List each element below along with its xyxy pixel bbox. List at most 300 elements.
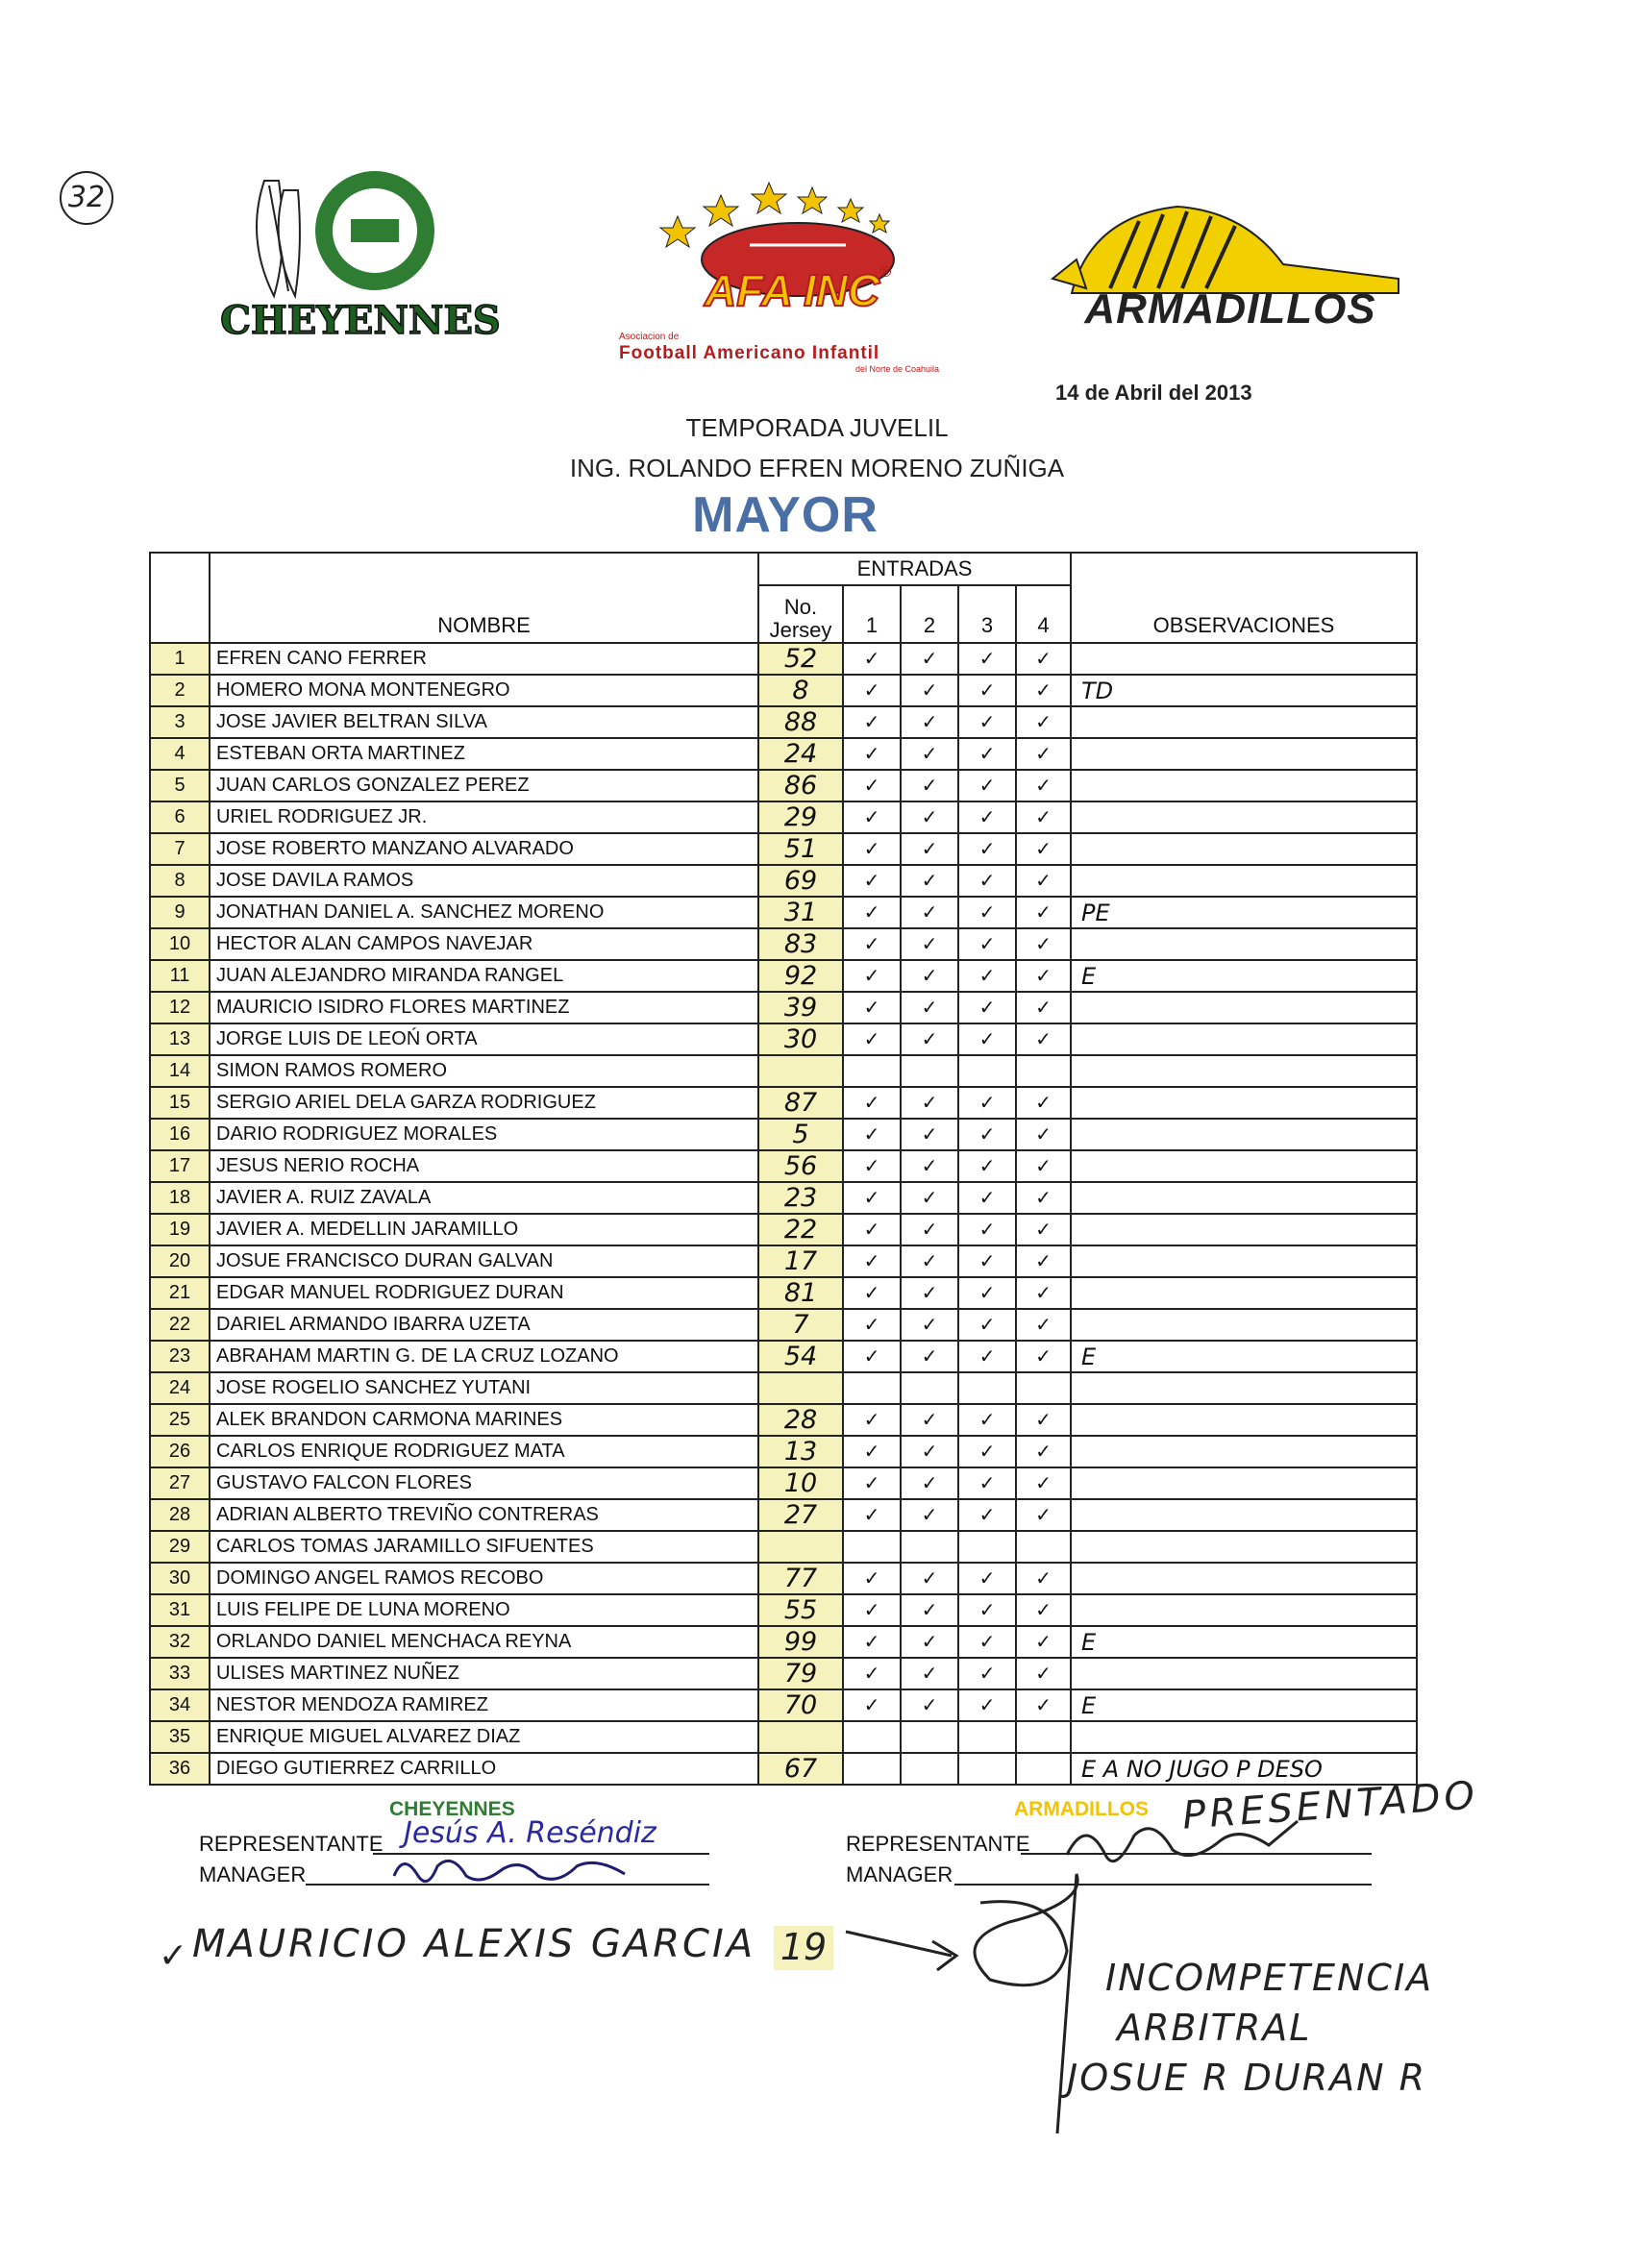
jersey-number: 88 <box>758 706 843 738</box>
table-row <box>150 1436 1417 1467</box>
quarter-3-check: ✓ <box>958 833 1016 865</box>
row-number: 7 <box>150 833 210 865</box>
quarter-2-check <box>901 1753 958 1785</box>
row-number: 23 <box>150 1341 210 1372</box>
table-row <box>150 1372 1417 1404</box>
left-representante-label: REPRESENTANTE <box>199 1832 384 1856</box>
jersey-number: 23 <box>758 1182 843 1214</box>
quarter-1-check: ✓ <box>843 1689 901 1721</box>
header-entradas: ENTRADAS <box>758 553 1071 585</box>
jersey-number: 30 <box>758 1023 843 1055</box>
quarter-4-check: ✓ <box>1016 801 1071 833</box>
quarter-1-check: ✓ <box>843 833 901 865</box>
footer-team-left: CHEYENNES <box>389 1798 515 1820</box>
quarter-2-check <box>901 1531 958 1563</box>
table-row <box>150 1689 1417 1721</box>
row-number: 32 <box>150 1626 210 1658</box>
quarter-1-check: ✓ <box>843 738 901 770</box>
player-name: ABRAHAM MARTIN G. DE LA CRUZ LOZANO <box>210 1341 758 1372</box>
quarter-3-check: ✓ <box>958 1309 1016 1341</box>
player-name: JAVIER A. MEDELLIN JARAMILLO <box>210 1214 758 1245</box>
quarter-1-check: ✓ <box>843 1404 901 1436</box>
quarter-4-check: ✓ <box>1016 1499 1071 1531</box>
match-date: 14 de Abril del 2013 <box>1055 381 1252 405</box>
quarter-2-check: ✓ <box>901 1245 958 1277</box>
quarter-4-check: ✓ <box>1016 1119 1071 1150</box>
quarter-4-check: ✓ <box>1016 1087 1071 1119</box>
quarter-3-check <box>958 1055 1016 1087</box>
header-jersey-line2: Jersey <box>769 618 832 642</box>
quarter-3-check: ✓ <box>958 1245 1016 1277</box>
player-name: JONATHAN DANIEL A. SANCHEZ MORENO <box>210 897 758 928</box>
header-jersey <box>758 585 843 643</box>
season-title: TEMPORADA JUVELIL <box>685 413 949 442</box>
quarter-4-check: ✓ <box>1016 1023 1071 1055</box>
row-number: 6 <box>150 801 210 833</box>
quarter-3-check <box>958 1372 1016 1404</box>
observation <box>1071 865 1417 897</box>
observation <box>1071 770 1417 801</box>
jersey-number: 52 <box>758 643 843 675</box>
left-manager-label: MANAGER <box>199 1862 307 1886</box>
observation: E <box>1071 1689 1417 1721</box>
quarter-2-check: ✓ <box>901 1626 958 1658</box>
jersey-number: 69 <box>758 865 843 897</box>
quarter-4-check: ✓ <box>1016 770 1071 801</box>
right-manager-label: MANAGER <box>846 1862 953 1886</box>
quarter-1-check: ✓ <box>843 865 901 897</box>
row-number: 28 <box>150 1499 210 1531</box>
quarter-4-check: ✓ <box>1016 1626 1071 1658</box>
table-row <box>150 1499 1417 1531</box>
quarter-1-check: ✓ <box>843 770 901 801</box>
jersey-number: 55 <box>758 1594 843 1626</box>
row-number: 11 <box>150 960 210 992</box>
player-name: DARIEL ARMANDO IBARRA UZETA <box>210 1309 758 1341</box>
quarter-2-check: ✓ <box>901 1150 958 1182</box>
quarter-2-check: ✓ <box>901 1023 958 1055</box>
quarter-3-check: ✓ <box>958 643 1016 675</box>
quarter-1-check: ✓ <box>843 960 901 992</box>
table-row <box>150 1023 1417 1055</box>
observation <box>1071 1119 1417 1150</box>
observation <box>1071 1467 1417 1499</box>
table-row <box>150 1341 1417 1372</box>
afa-logo-line1: Asociacion de <box>619 332 680 342</box>
observation <box>1071 1563 1417 1594</box>
row-number: 31 <box>150 1594 210 1626</box>
jersey-number: 67 <box>758 1753 843 1785</box>
player-name: SIMON RAMOS ROMERO <box>210 1055 758 1087</box>
row-number: 24 <box>150 1372 210 1404</box>
quarter-3-check: ✓ <box>958 992 1016 1023</box>
jersey-number: 81 <box>758 1277 843 1309</box>
quarter-2-check: ✓ <box>901 1309 958 1341</box>
roster-body <box>150 643 1417 1785</box>
header-quarter-2: 2 <box>901 585 958 643</box>
quarter-4-check <box>1016 1055 1071 1087</box>
player-name: DARIO RODRIGUEZ MORALES <box>210 1119 758 1150</box>
player-name: CARLOS ENRIQUE RODRIGUEZ MATA <box>210 1436 758 1467</box>
quarter-1-check: ✓ <box>843 1436 901 1467</box>
table-row <box>150 1404 1417 1436</box>
table-row <box>150 706 1417 738</box>
quarter-1-check: ✓ <box>843 801 901 833</box>
row-number: 19 <box>150 1214 210 1245</box>
header-observaciones: OBSERVACIONES <box>1071 553 1417 643</box>
jersey-number: 27 <box>758 1499 843 1531</box>
quarter-1-check: ✓ <box>843 643 901 675</box>
jersey-number: 54 <box>758 1341 843 1372</box>
quarter-4-check: ✓ <box>1016 1658 1071 1689</box>
row-number: 2 <box>150 675 210 706</box>
row-number: 34 <box>150 1689 210 1721</box>
observation <box>1071 833 1417 865</box>
jersey-number: 13 <box>758 1436 843 1467</box>
quarter-4-check: ✓ <box>1016 675 1071 706</box>
player-name: JAVIER A. RUIZ ZAVALA <box>210 1182 758 1214</box>
observation <box>1071 1436 1417 1467</box>
player-name: DIEGO GUTIERREZ CARRILLO <box>210 1753 758 1785</box>
quarter-1-check <box>843 1055 901 1087</box>
quarter-4-check <box>1016 1753 1071 1785</box>
header-quarter-1: 1 <box>843 585 901 643</box>
jersey-number: 83 <box>758 928 843 960</box>
observation <box>1071 992 1417 1023</box>
table-row <box>150 1753 1417 1785</box>
observation <box>1071 1182 1417 1214</box>
quarter-3-check: ✓ <box>958 801 1016 833</box>
afa-logo <box>615 178 980 380</box>
quarter-2-check: ✓ <box>901 833 958 865</box>
jersey-number: 17 <box>758 1245 843 1277</box>
quarter-3-check <box>958 1531 1016 1563</box>
observation <box>1071 801 1417 833</box>
afa-logo-line2: Football Americano Infantil <box>619 343 880 363</box>
roster-table <box>149 552 1418 1786</box>
table-row <box>150 738 1417 770</box>
quarter-2-check: ✓ <box>901 1658 958 1689</box>
row-number: 5 <box>150 770 210 801</box>
quarter-4-check: ✓ <box>1016 1277 1071 1309</box>
quarter-1-check: ✓ <box>843 1214 901 1245</box>
quarter-3-check <box>958 1721 1016 1753</box>
quarter-4-check: ✓ <box>1016 1689 1071 1721</box>
header-jersey-line1: No. <box>783 595 818 619</box>
quarter-1-check: ✓ <box>843 1658 901 1689</box>
table-row <box>150 770 1417 801</box>
afa-logo-line3: del Norte de Coahuila <box>855 364 940 374</box>
player-name: ORLANDO DANIEL MENCHACA REYNA <box>210 1626 758 1658</box>
table-row <box>150 1245 1417 1277</box>
quarter-3-check: ✓ <box>958 706 1016 738</box>
jersey-number: 86 <box>758 770 843 801</box>
footer-team-right: ARMADILLOS <box>1014 1798 1149 1820</box>
player-name: ALEK BRANDON CARMONA MARINES <box>210 1404 758 1436</box>
quarter-3-check: ✓ <box>958 738 1016 770</box>
row-number: 1 <box>150 643 210 675</box>
quarter-2-check: ✓ <box>901 865 958 897</box>
quarter-4-check: ✓ <box>1016 1150 1071 1182</box>
observation <box>1071 738 1417 770</box>
player-name: ADRIAN ALBERTO TREVIÑO CONTRERAS <box>210 1499 758 1531</box>
quarter-4-check: ✓ <box>1016 1309 1071 1341</box>
quarter-1-check <box>843 1531 901 1563</box>
observation <box>1071 1309 1417 1341</box>
quarter-2-check: ✓ <box>901 801 958 833</box>
player-name: EFREN CANO FERRER <box>210 643 758 675</box>
observation: E <box>1071 1626 1417 1658</box>
quarter-2-check: ✓ <box>901 1436 958 1467</box>
row-number: 9 <box>150 897 210 928</box>
observation: E A NO JUGO P DESO <box>1071 1753 1417 1785</box>
quarter-1-check: ✓ <box>843 1626 901 1658</box>
row-number: 10 <box>150 928 210 960</box>
presentado-handwriting: PRESENTADO <box>1180 1773 1480 1838</box>
added-player-name: MAURICIO ALEXIS GARCIA <box>192 1922 756 1966</box>
row-number: 17 <box>150 1150 210 1182</box>
player-name: MAURICIO ISIDRO FLORES MARTINEZ <box>210 992 758 1023</box>
quarter-4-check: ✓ <box>1016 897 1071 928</box>
quarter-2-check: ✓ <box>901 960 958 992</box>
table-row <box>150 992 1417 1023</box>
afa-logo-registered: ® <box>879 264 892 281</box>
observation <box>1071 1277 1417 1309</box>
observation <box>1071 1150 1417 1182</box>
quarter-3-check: ✓ <box>958 1023 1016 1055</box>
table-row <box>150 833 1417 865</box>
jersey-number <box>758 1531 843 1563</box>
quarter-4-check: ✓ <box>1016 1341 1071 1372</box>
quarter-3-check: ✓ <box>958 770 1016 801</box>
quarter-2-check: ✓ <box>901 1214 958 1245</box>
observation <box>1071 1658 1417 1689</box>
quarter-2-check: ✓ <box>901 992 958 1023</box>
player-name: JOSE JAVIER BELTRAN SILVA <box>210 706 758 738</box>
player-name: HOMERO MONA MONTENEGRO <box>210 675 758 706</box>
header-number <box>150 553 210 643</box>
table-row <box>150 1309 1417 1341</box>
quarter-2-check <box>901 1372 958 1404</box>
player-name: JOSE ROBERTO MANZANO ALVARADO <box>210 833 758 865</box>
player-name: JUAN ALEJANDRO MIRANDA RANGEL <box>210 960 758 992</box>
table-row <box>150 1467 1417 1499</box>
row-number: 12 <box>150 992 210 1023</box>
note-line-1: INCOMPETENCIA <box>1105 1957 1434 1999</box>
quarter-3-check: ✓ <box>958 1626 1016 1658</box>
table-row <box>150 1150 1417 1182</box>
row-number: 36 <box>150 1753 210 1785</box>
table-row <box>150 1721 1417 1753</box>
quarter-1-check: ✓ <box>843 928 901 960</box>
player-name: JORGE LUIS DE LEOŃ ORTA <box>210 1023 758 1055</box>
quarter-4-check: ✓ <box>1016 1594 1071 1626</box>
quarter-4-check: ✓ <box>1016 833 1071 865</box>
jersey-number <box>758 1721 843 1753</box>
table-row <box>150 897 1417 928</box>
table-row <box>150 1531 1417 1563</box>
jersey-number: 39 <box>758 992 843 1023</box>
quarter-3-check: ✓ <box>958 1594 1016 1626</box>
jersey-number: 79 <box>758 1658 843 1689</box>
quarter-1-check: ✓ <box>843 1594 901 1626</box>
quarter-2-check: ✓ <box>901 1404 958 1436</box>
quarter-3-check: ✓ <box>958 928 1016 960</box>
row-number: 26 <box>150 1436 210 1467</box>
table-row <box>150 960 1417 992</box>
quarter-1-check: ✓ <box>843 1563 901 1594</box>
table-row <box>150 928 1417 960</box>
row-number: 29 <box>150 1531 210 1563</box>
quarter-1-check: ✓ <box>843 1245 901 1277</box>
player-name: JOSE ROGELIO SANCHEZ YUTANI <box>210 1372 758 1404</box>
cheyennes-logo <box>207 152 514 354</box>
quarter-4-check: ✓ <box>1016 643 1071 675</box>
quarter-4-check: ✓ <box>1016 1214 1071 1245</box>
armadillos-logo <box>1033 197 1418 341</box>
jersey-number: 92 <box>758 960 843 992</box>
player-name: LUIS FELIPE DE LUNA MORENO <box>210 1594 758 1626</box>
player-name: SERGIO ARIEL DELA GARZA RODRIGUEZ <box>210 1087 758 1119</box>
jersey-number: 10 <box>758 1467 843 1499</box>
player-name: GUSTAVO FALCON FLORES <box>210 1467 758 1499</box>
observation <box>1071 706 1417 738</box>
table-row <box>150 1214 1417 1245</box>
jersey-number: 28 <box>758 1404 843 1436</box>
quarter-4-check: ✓ <box>1016 960 1071 992</box>
quarter-4-check: ✓ <box>1016 865 1071 897</box>
quarter-3-check: ✓ <box>958 1563 1016 1594</box>
player-name: EDGAR MANUEL RODRIGUEZ DURAN <box>210 1277 758 1309</box>
jersey-number: 5 <box>758 1119 843 1150</box>
quarter-1-check <box>843 1721 901 1753</box>
table-row <box>150 1119 1417 1150</box>
player-name: URIEL RODRIGUEZ JR. <box>210 801 758 833</box>
quarter-1-check: ✓ <box>843 1023 901 1055</box>
observation <box>1071 1214 1417 1245</box>
observation <box>1071 1023 1417 1055</box>
observation: E <box>1071 960 1417 992</box>
header-quarter-3: 3 <box>958 585 1016 643</box>
quarter-2-check: ✓ <box>901 1277 958 1309</box>
row-number: 3 <box>150 706 210 738</box>
player-name: JOSUE FRANCISCO DURAN GALVAN <box>210 1245 758 1277</box>
row-number: 16 <box>150 1119 210 1150</box>
observation <box>1071 1594 1417 1626</box>
row-number: 18 <box>150 1182 210 1214</box>
quarter-3-check: ✓ <box>958 1499 1016 1531</box>
right-representante-label: REPRESENTANTE <box>846 1832 1030 1856</box>
observation <box>1071 1055 1417 1087</box>
player-name: DOMINGO ANGEL RAMOS RECOBO <box>210 1563 758 1594</box>
afa-logo-main <box>634 264 961 316</box>
jersey-number: 8 <box>758 675 843 706</box>
quarter-3-check: ✓ <box>958 1341 1016 1372</box>
quarter-3-check: ✓ <box>958 1436 1016 1467</box>
quarter-2-check: ✓ <box>901 1499 958 1531</box>
quarter-2-check: ✓ <box>901 706 958 738</box>
row-number: 21 <box>150 1277 210 1309</box>
table-row <box>150 801 1417 833</box>
player-name: ESTEBAN ORTA MARTINEZ <box>210 738 758 770</box>
added-player-check-icon: ✓ <box>159 1935 188 1975</box>
jersey-number: 87 <box>758 1087 843 1119</box>
quarter-2-check: ✓ <box>901 738 958 770</box>
row-number: 33 <box>150 1658 210 1689</box>
quarter-2-check: ✓ <box>901 1594 958 1626</box>
quarter-4-check: ✓ <box>1016 1436 1071 1467</box>
quarter-2-check <box>901 1055 958 1087</box>
quarter-1-check: ✓ <box>843 1499 901 1531</box>
quarter-2-check: ✓ <box>901 1689 958 1721</box>
quarter-2-check: ✓ <box>901 897 958 928</box>
jersey-number: 70 <box>758 1689 843 1721</box>
quarter-3-check: ✓ <box>958 865 1016 897</box>
quarter-3-check: ✓ <box>958 1467 1016 1499</box>
quarter-3-check: ✓ <box>958 897 1016 928</box>
quarter-4-check <box>1016 1372 1071 1404</box>
quarter-4-check: ✓ <box>1016 706 1071 738</box>
row-number: 35 <box>150 1721 210 1753</box>
quarter-2-check: ✓ <box>901 1119 958 1150</box>
table-row <box>150 1563 1417 1594</box>
quarter-2-check: ✓ <box>901 643 958 675</box>
quarter-4-check: ✓ <box>1016 928 1071 960</box>
quarter-2-check <box>901 1721 958 1753</box>
observation: PE <box>1071 897 1417 928</box>
jersey-number: 22 <box>758 1214 843 1245</box>
row-number: 27 <box>150 1467 210 1499</box>
page-number-mark: 32 <box>60 171 113 225</box>
quarter-1-check: ✓ <box>843 897 901 928</box>
observation <box>1071 1721 1417 1753</box>
quarter-3-check: ✓ <box>958 1404 1016 1436</box>
honoree-title: ING. ROLANDO EFREN MORENO ZUÑIGA <box>569 454 1065 482</box>
row-number: 30 <box>150 1563 210 1594</box>
player-name: JUAN CARLOS GONZALEZ PEREZ <box>210 770 758 801</box>
quarter-3-check: ✓ <box>958 1182 1016 1214</box>
observation <box>1071 1372 1417 1404</box>
jersey-number: 29 <box>758 801 843 833</box>
afa-logo-name: AFA INC <box>704 265 880 315</box>
quarter-1-check: ✓ <box>843 1119 901 1150</box>
quarter-2-check: ✓ <box>901 1467 958 1499</box>
player-name: NESTOR MENDOZA RAMIREZ <box>210 1689 758 1721</box>
left-manager-signature-icon <box>384 1847 654 1895</box>
player-name: CARLOS TOMAS JARAMILLO SIFUENTES <box>210 1531 758 1563</box>
quarter-3-check: ✓ <box>958 1119 1016 1150</box>
quarter-3-check: ✓ <box>958 1658 1016 1689</box>
jersey-number: 99 <box>758 1626 843 1658</box>
quarter-4-check <box>1016 1531 1071 1563</box>
quarter-1-check: ✓ <box>843 1341 901 1372</box>
quarter-1-check: ✓ <box>843 706 901 738</box>
table-row <box>150 675 1417 706</box>
quarter-4-check <box>1016 1721 1071 1753</box>
row-number: 13 <box>150 1023 210 1055</box>
quarter-3-check: ✓ <box>958 1214 1016 1245</box>
header-nombre: NOMBRE <box>210 553 758 643</box>
quarter-1-check <box>843 1372 901 1404</box>
jersey-number <box>758 1372 843 1404</box>
quarter-4-check: ✓ <box>1016 1467 1071 1499</box>
row-number: 8 <box>150 865 210 897</box>
armadillos-logo-text: ARMADILLOS <box>1084 285 1376 333</box>
quarter-3-check: ✓ <box>958 1150 1016 1182</box>
quarter-3-check <box>958 1753 1016 1785</box>
added-player-jersey: 19 <box>774 1926 833 1970</box>
quarter-1-check: ✓ <box>843 1182 901 1214</box>
